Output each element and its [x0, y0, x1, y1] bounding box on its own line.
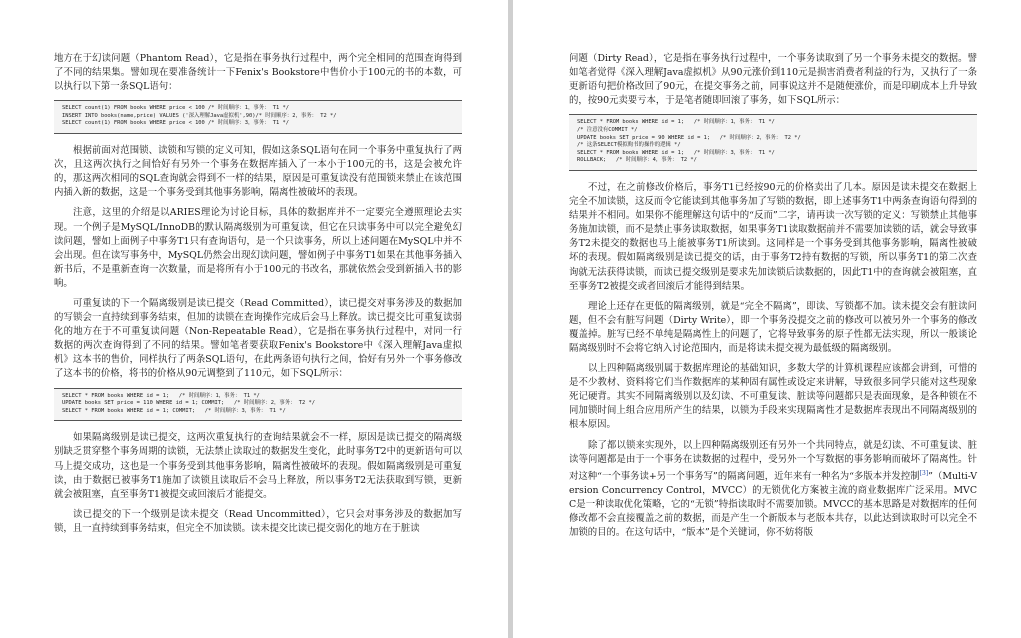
code-line: SELECT count(1) FROM books WHERE price < 100 /* 时间顺序：1，事务： T1 */	[62, 105, 290, 112]
code-line: ROLLBACK; /* 时间顺序：4，事务： T2 */	[577, 157, 697, 164]
left-page	[0, 0, 508, 638]
paragraph-range-lock: 根据前面对范围锁、读锁和写锁的定义可知，假如这条SQL语句在同一个事务中重复执行了两次，且这两次执行之间恰好有另外一个事务在数据库插入了一本小于100元的书，这是会被允许的，那这两次相同的SQL查询就会得到不一样的结果，原因是可重复读没有范围锁来禁止在该范围内插入新的数据，这是一个事务受到其他事务影响，隔离性被破坏的表现。	[54, 145, 462, 199]
paragraph-read-uncommitted: 读已提交的下一个级别是读未提交（Read Uncommitted），它只会对事务涉及的数据加写锁，且一直持续到事务结束，但完全不加读锁。读未提交比读已提交弱化的地方在于脏读	[54, 508, 462, 534]
right-page	[513, 0, 1021, 638]
right-page-column	[569, 52, 977, 540]
code-line: SELECT * FROM books WHERE id = 1; /* 时间顺序：3，事务： T1 */	[577, 149, 775, 156]
paragraph-dirty-read: 问题（Dirty Read），它是指在事务执行过程中，一个事务读取到了另一个事务未提交的数据。譬如笔者觉得《深入理解Java虚拟机》从90元涨价到110元是损害消费者利益的行为，又执行了一条更新语句把价格改回了90元，在提交事务之前，同事说这并不是随便涨价，而是印刷成本上升导致的，按90元卖要亏本，于是笔者随即回滚了事务，如下SQL所示：	[569, 53, 977, 107]
code-line: INSERT INTO books(name,price) VALUES ('深入理解Java虚拟机',90)/* 时间顺序：2，事务： T2 */	[62, 112, 337, 119]
paragraph-phantom-read: 地方在于幻读问题（Phantom Read），它是指在事务执行过程中，两个完全相同的范围查询得到了不同的结果集。譬如现在要准备统计一下Fenix's Bookstore中售价小于100元的书的本数，可以执行以下第一条SQL语句：	[54, 53, 462, 93]
footnote-ref-link[interactable]: [3]	[919, 469, 929, 477]
code-line: SELECT * FROM books WHERE id = 1; /* 时间顺序：1，事务： T1 */	[577, 119, 775, 126]
paragraph-mysql-note: 注意，这里的介绍是以ARIES理论为讨论目标，具体的数据库并不一定要完全遵照理论去实现。一个例子是MySQL/InnoDB的默认隔离级别为可重复读，但它在只读事务中可以完全避免幻读问题，譬如上面例子中事务T1只有查询语句，是一个只读事务，所以上述问题在MySQL中并不会出现。但在读写事务中，MySQL仍然会出现幻读问题，譬如例子中事务T1如果在其他事务插入新书后，不是重新查询一次数量，而是将所有小于100元的书改名，那就依然会受到新插入书的影响。	[54, 207, 462, 289]
code-line: SELECT * FROM books WHERE id = 1; /* 时间顺序：1，事务： T1 */	[62, 392, 260, 399]
code-block-non-repeatable-read	[54, 388, 462, 422]
code-block-dirty-read	[569, 114, 977, 171]
code-line: /* 这条SELECT模拟购书的操作的逻辑 */	[577, 142, 681, 149]
paragraph-read-committed-explain: 如果隔离级别是读已提交，这两次重复执行的查询结果就会不一样，原因是读已提交的隔离级别缺乏贯穿整个事务周期的读锁，无法禁止读取过的数据发生变化，此时事务T2中的更新语句可以马上提交成功，这也是一个事务受到其他事务影响，隔离性被破坏的表现。假如隔离级别是可重复读，由于数据已被事务T1施加了读锁且读取后不会马上释放，所以事务T2无法获取到写锁，更新就会被阻塞，直至事务T1被提交或回滚后才能提交。	[54, 432, 462, 500]
paragraph-isolation-basics: 以上四种隔离级别属于数据库理论的基础知识，多数大学的计算机课程应该都会讲到，可惜的是不少教材、资料将它们当作数据库的某种固有属性或设定来讲解，导致很多同学只能对这些现象死记硬背。其实不同隔离级别以及幻读、不可重复读、脏读等问题都只是表面现象，是各种锁在不同加锁时间上组合应用所产生的结果，以锁为手段来实现隔离性才是数据库表现出不同隔离级别的根本原因。	[569, 363, 977, 431]
paragraph-read-committed: 可重复读的下一个隔离级别是读已提交（Read Committed），读已提交对事务涉及的数据加的写锁会一直持续到事务结束，但加的读锁在查询操作完成后会马上释放。读已提交比可重复读弱化的地方在于不可重复读问题（Non-Repeatable Read），它是指在事务执行过程中，对同一行数据的两次查询得到了不同的结果。譬如笔者要获取Fenix's Bookstore中《深入理解Java虚拟机》这本书的售价，同样执行了两条SQL语句，在此两条语句执行之间，恰好有另外一个事务修改了这本书的价格，将书的价格从90元调整到了110元，如下SQL所示：	[54, 298, 462, 380]
code-line: /* 注意没有COMMIT */	[577, 126, 638, 133]
mvcc-text-start: 除了都以锁来实现外，以上四种隔离级别还有另外一个共同特点，就是幻读、不可重复读、脏读等问题都是由于一个事务在读数据的过程中，受另外一个写数据的事务影响而破坏了隔离性。针对这种“一个事务读+另一个事务写”的隔离问题，近年来有一种名为“多版本并发控制	[569, 439, 977, 482]
paragraph-dirty-read-explain: 不过，在之前修改价格后，事务T1已经按90元的价格卖出了几本。原因是读未提交在数据上完全不加读锁，这反而令它能读到其他事务加了写锁的数据，即上述事务T1中两条查询语句得到的结果并不相同。如果你不能理解这句话中的“反而”二字，请再读一次写锁的定义：写锁禁止其他事务施加读锁，而不是禁止事务读取数据，如果事务T1读取数据前并不需要加读锁的话，就会导致事务T2未提交的数据也马上能被事务T1所读到。这同样是一个事务受到其他事务影响，隔离性被破坏的表现。假如隔离级别是读已提交的话，由于事务T2持有数据的写锁，所以事务T1的第二次查询就无法获得读锁，而读已提交级别是要求先加读锁后读数据的，因此T1中的查询就会被阻塞，直至事务T2被提交或者回滚后才能得到结果。	[569, 181, 977, 292]
code-line: UPDATE books SET price = 90 WHERE id = 1; /* 时间顺序：2，事务： T2 */	[577, 134, 801, 141]
left-page-column	[54, 52, 462, 536]
code-line: SELECT * FROM books WHERE id = 1; COMMIT; /* 时间顺序：3，事务： T1 */	[62, 407, 286, 414]
code-line: SELECT count(1) FROM books WHERE price < 100 /* 时间顺序：3，事务： T1 */	[62, 120, 290, 127]
code-line: UPDATE books SET price = 110 WHERE id = 1; COMMIT; /* 时间顺序：2，事务： T2 */	[62, 400, 315, 407]
paragraph-dirty-write: 理论上还存在更低的隔离级别，就是“完全不隔离”，即读、写锁都不加。读未提交会有脏读问题，但不会有脏写问题（Dirty Write），即一个事务没提交之前的修改可以被另外一个事务的修改覆盖掉。脏写已经不单纯是隔离性上的问题了，它将导致事务的原子性都无法实现，所以一般谈论隔离级别时不会将它纳入讨论范围内，而是将读未提交视为最低级的隔离级别。	[569, 300, 977, 354]
paragraph-mvcc	[569, 439, 977, 541]
code-block-phantom-read	[54, 100, 462, 134]
mvcc-text-end: ”（Multi-Version Concurrency Control，MVCC）的无锁优化方案被主流的商业数据库广泛采用。MVCC是一种读取优化策略，它的“无锁”特指读取时不需要加锁。MVCC的基本思路是对数据库的任何修改都不会直接覆盖之前的数据，而是产生一个新版本与老版本共存，以此达到读取时可以完全不加锁的目的。在这句话中，“版本”是个关键词，你不妨将版	[569, 470, 977, 539]
